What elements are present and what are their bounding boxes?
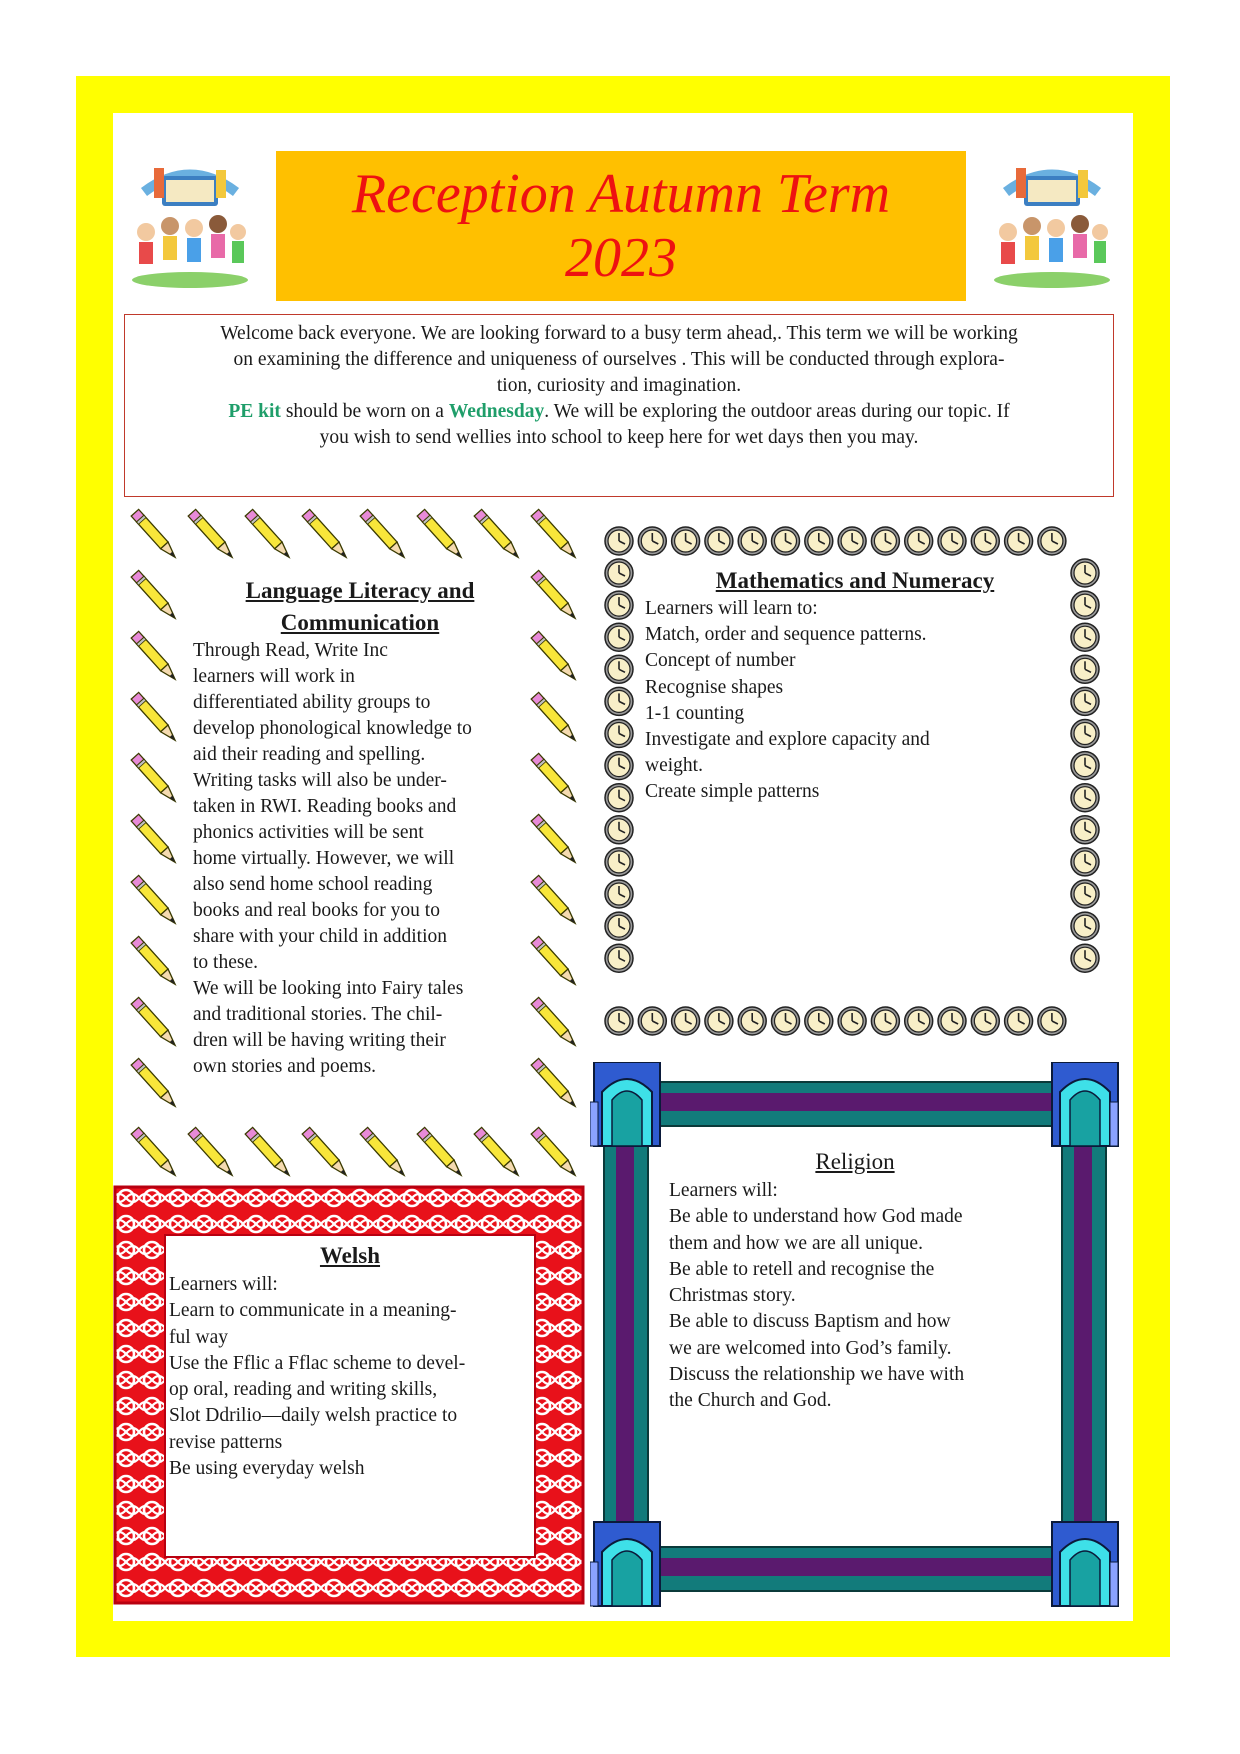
clock-icon (1071, 880, 1099, 908)
language-line: and traditional stories. The chil- (193, 1004, 443, 1025)
clock-icon (938, 527, 966, 555)
welsh-section-title: Welsh (319, 1243, 381, 1268)
religion-line: Discuss the relationship we have with (669, 1364, 965, 1386)
clock-icon (705, 527, 733, 555)
religion-line: Be able to discuss Baptism and how (669, 1311, 951, 1333)
wednesday-highlight: Wednesday (448, 401, 545, 422)
clock-icon (638, 1007, 666, 1035)
clock-icon (938, 1007, 966, 1035)
clock-icon (1038, 527, 1066, 555)
welcome-line: tion, curiosity and imagination. (496, 375, 742, 396)
religion-line: we are welcomed into God’s family. (669, 1337, 952, 1359)
maths-line: Match, order and sequence patterns. (645, 624, 927, 646)
maths-line: Recognise shapes (645, 676, 784, 698)
maths-line: Create simple patterns (645, 781, 820, 803)
clock-icon (605, 816, 633, 844)
clock-icon (605, 880, 633, 908)
clock-icon (971, 527, 999, 555)
language-line: develop phonological knowledge to (193, 718, 472, 739)
language-line: aid their reading and spelling. (193, 744, 426, 765)
clock-icon (672, 1007, 700, 1035)
religion-line: the Church and God. (669, 1390, 832, 1412)
language-line: dren will be having writing their (193, 1030, 446, 1051)
clock-icon (605, 752, 633, 780)
welsh-line: Learn to communicate in a meaning- (169, 1300, 457, 1322)
clock-icon (805, 1007, 833, 1035)
maths-line: Concept of number (645, 650, 796, 672)
clock-icon (772, 527, 800, 555)
religion-line: Christmas story. (669, 1285, 796, 1307)
corner-arch-icon (1052, 1062, 1118, 1146)
language-line: learners will work in (193, 666, 355, 687)
maths-line: weight. (645, 755, 703, 777)
clock-icon (605, 559, 633, 587)
clock-icon (605, 848, 633, 876)
clock-icon (871, 1007, 899, 1035)
welcome-line: on examining the difference and uniqueness of ourselves . This will be conducted through explora- (233, 349, 1005, 370)
title-line-2: 2023 (565, 227, 677, 289)
religion-line: Learners will: (669, 1180, 778, 1201)
clock-icon (1038, 1007, 1066, 1035)
clock-icon (1005, 1007, 1033, 1035)
language-line: home virtually. However, we will (193, 848, 455, 869)
clock-icon (605, 784, 633, 812)
welcome-line: Welcome back everyone. We are looking forward to a busy term ahead,. This term we will be working (220, 323, 1018, 344)
language-line: share with your child in addition (193, 926, 447, 947)
clock-icon (1071, 687, 1099, 715)
language-title-line-1: Language Literacy and (245, 578, 475, 603)
language-line: books and real books for you to (193, 900, 440, 921)
language-line: own stories and poems. (193, 1056, 377, 1077)
religion-line: Be able to understand how God made (669, 1206, 963, 1228)
clock-icon (605, 720, 633, 748)
language-line: Writing tasks will also be under- (193, 770, 447, 791)
welsh-line: Use the Fflic a Fflac scheme to devel- (169, 1352, 466, 1374)
clock-icon (738, 527, 766, 555)
clock-icon (1071, 912, 1099, 940)
welsh-line: revise patterns (169, 1431, 283, 1453)
pe-kit-highlight: PE kit (228, 401, 281, 422)
welsh-section-body (169, 1272, 539, 1482)
clock-icon (905, 1007, 933, 1035)
clock-icon (1005, 527, 1033, 555)
clock-icon (605, 591, 633, 619)
corner-arch-icon (1052, 1522, 1118, 1606)
clock-icon (1071, 752, 1099, 780)
clock-icon (1071, 720, 1099, 748)
language-line: We will be looking into Fairy tales (193, 978, 464, 999)
clock-icon (805, 527, 833, 555)
religion-line: Be able to retell and recognise the (669, 1258, 935, 1280)
clock-icon (605, 912, 633, 940)
religion-section-body (669, 1178, 1049, 1415)
clock-icon (871, 527, 899, 555)
maths-line: 1-1 counting (645, 702, 745, 724)
clock-icon (772, 1007, 800, 1035)
clock-icon (605, 655, 633, 683)
welsh-line: Slot Ddrilio—daily welsh practice to (169, 1405, 458, 1427)
clock-icon (838, 527, 866, 555)
pe-kit-text: should be worn on a (280, 401, 449, 422)
language-line: Through Read, Write Inc (193, 640, 388, 661)
clock-icon (838, 1007, 866, 1035)
maths-line: Learners will learn to: (645, 598, 818, 619)
language-line: taken in RWI. Reading books and (193, 796, 457, 817)
title-line-1: Reception Autumn Term (351, 163, 891, 225)
clock-icon (905, 527, 933, 555)
corner-arch-icon (590, 1062, 660, 1146)
clock-icon (1071, 655, 1099, 683)
clock-icon (605, 623, 633, 651)
clock-icon (1071, 623, 1099, 651)
clock-icon (605, 1007, 633, 1035)
language-line: also send home school reading (193, 874, 433, 895)
welsh-line: op oral, reading and writing skills, (169, 1379, 438, 1401)
language-line: differentiated ability groups to (193, 692, 431, 713)
welsh-line: Learners will: (169, 1274, 278, 1295)
corner-arch-icon (590, 1522, 660, 1606)
clock-icon (1071, 591, 1099, 619)
maths-section-title: Mathematics and Numeracy (715, 568, 995, 593)
clock-icon (605, 527, 633, 555)
welsh-line: Be using everyday welsh (169, 1458, 365, 1480)
clock-icon (705, 1007, 733, 1035)
maths-line: Investigate and explore capacity and (645, 729, 930, 751)
clock-icon (738, 1007, 766, 1035)
pe-kit-text-rest: . We will be exploring the outdoor areas during our topic. If (544, 401, 1010, 422)
clock-icon (605, 687, 633, 715)
religion-section-title: Religion (815, 1149, 895, 1174)
clock-icon (1071, 944, 1099, 972)
welsh-line: ful way (169, 1326, 229, 1348)
language-line: to these. (193, 952, 258, 973)
clock-icon (1071, 816, 1099, 844)
clock-icon (672, 527, 700, 555)
clock-icon (638, 527, 666, 555)
clock-icon (1071, 848, 1099, 876)
clock-icon (1071, 559, 1099, 587)
religion-line: them and how we are all unique. (669, 1232, 923, 1254)
language-line: phonics activities will be sent (193, 822, 424, 843)
maths-section-body (645, 596, 1025, 806)
welcome-line: you wish to send wellies into school to keep here for wet days then you may. (319, 427, 919, 448)
language-title-line-2: Communication (280, 610, 440, 635)
clock-icon (605, 944, 633, 972)
clock-icon (1071, 784, 1099, 812)
clock-icon (971, 1007, 999, 1035)
